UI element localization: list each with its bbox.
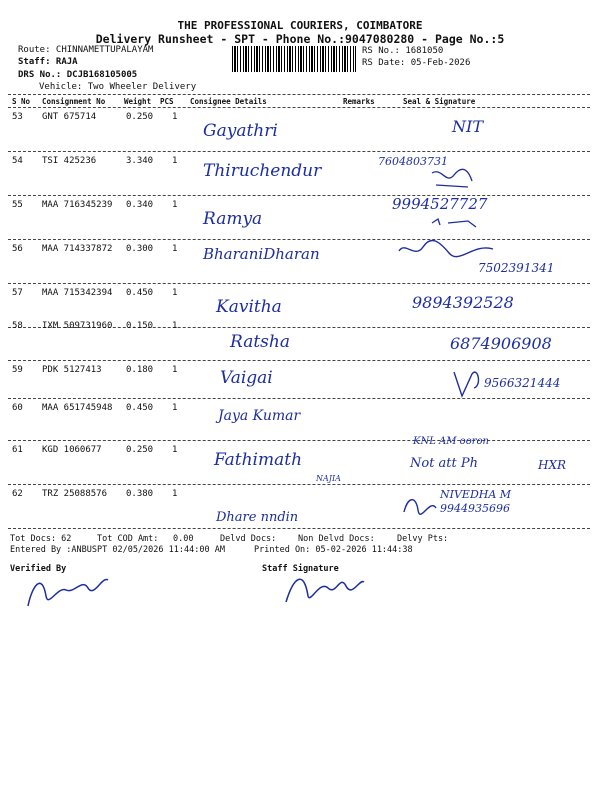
row-pcs: 1	[172, 156, 178, 166]
row-consignment: PDK 5127413	[42, 365, 102, 375]
verified-by-label: Verified By	[10, 564, 67, 574]
signature-scribble	[428, 165, 478, 191]
row-sno: 57	[12, 288, 23, 298]
staff-signature-label: Staff Signature	[262, 564, 339, 574]
total-cod-label: Tot COD Amt:	[97, 534, 159, 544]
table-row	[8, 316, 590, 360]
table-row	[8, 107, 590, 151]
row-consignment: IXM 509731960	[42, 321, 113, 331]
col-sno: S No	[12, 97, 31, 106]
signature-note: 7604803731	[378, 155, 448, 168]
signature-scribble	[428, 215, 498, 233]
consignee-handwriting: Thiruchendur	[203, 161, 322, 181]
col-signature: Seal & Signature	[403, 97, 476, 106]
consignee-handwriting: Ramya	[203, 209, 263, 229]
row-weight: 0.380	[126, 489, 154, 499]
vehicle-label: Vehicle: Two Wheeler Delivery	[39, 82, 197, 92]
knl-note: KNL AM ooron	[413, 436, 489, 447]
row-pcs: 1	[172, 321, 178, 331]
row-sno: 59	[12, 365, 23, 375]
row-weight: 3.340	[126, 156, 154, 166]
table-row	[8, 484, 590, 528]
row-weight: 0.180	[126, 365, 154, 375]
row-consignment: TRZ 25088576	[42, 489, 108, 499]
signature-note: 9894392528	[412, 293, 514, 312]
row-weight: 0.450	[126, 288, 154, 298]
row-sno: 60	[12, 403, 23, 413]
consignee-handwriting: BharaniDharan	[203, 245, 320, 263]
row-pcs: 1	[172, 244, 178, 254]
col-remarks: Remarks	[343, 97, 375, 106]
consignee-handwriting: Gayathri	[203, 121, 278, 141]
row-sno: 56	[12, 244, 23, 254]
consignee-handwriting: Dhare nndin	[216, 510, 299, 525]
signature-note: NIVEDHA M 9944935696	[440, 488, 512, 515]
delivered-docs: Delvd Docs:	[220, 534, 277, 544]
row-consignment: MAA 716345239	[42, 200, 113, 210]
barcode	[232, 46, 356, 72]
row-weight: 0.300	[126, 244, 154, 254]
row-pcs: 1	[172, 365, 178, 375]
row-consignment: MAA 715342394	[42, 288, 113, 298]
signature-note: 9566321444	[484, 376, 561, 390]
entered-by: Entered By :ANBUSPT 02/05/2026 11:44:00 AM	[10, 545, 225, 555]
row-sno: 61	[12, 445, 23, 455]
row-consignment: TSI 425236	[42, 156, 97, 166]
row-sno: 62	[12, 489, 23, 499]
table-row	[8, 398, 590, 442]
company-name: THE PROFESSIONAL COURIERS, COIMBATORE	[177, 19, 423, 32]
verified-by-signature	[22, 566, 112, 612]
drs-number: DRS No.: DCJB168105005	[18, 70, 138, 80]
runsheet-title: Delivery Runsheet - SPT - Phone No.:9047080280 - Page No.:5	[95, 32, 505, 46]
signature-scribble	[448, 366, 488, 400]
consignee-handwriting: Ratsha	[230, 332, 290, 352]
consignee-handwriting: Kavitha	[216, 297, 282, 317]
signature-note: Not att Ph	[410, 456, 479, 471]
col-consignment: Consignment No	[42, 97, 106, 106]
printed-on: Printed On: 05-02-2026 11:44:38	[254, 545, 413, 555]
row-weight: 0.250	[126, 112, 154, 122]
signature-scribble	[400, 492, 440, 522]
table-row	[8, 195, 590, 239]
row-weight: 0.150	[126, 321, 154, 331]
row-sno: 58	[12, 321, 23, 331]
row-consignment: MAA 714337872	[42, 244, 113, 254]
consignee-handwriting: Jaya Kumar	[218, 408, 301, 424]
route-label: Route: CHINNAMETTUPALAYAM	[18, 45, 154, 55]
staff-signature-scribble	[280, 566, 370, 608]
row-pcs: 1	[172, 445, 178, 455]
rs-date: RS Date: 05-Feb-2026	[362, 58, 471, 68]
signature-note: 6874906908	[450, 334, 552, 353]
najia-note: NAJIA	[316, 474, 341, 483]
row-divider	[8, 528, 590, 529]
row-pcs: 1	[172, 403, 178, 413]
col-consignee: Consignee Details	[190, 97, 267, 106]
row-pcs: 1	[172, 112, 178, 122]
total-cod-value: 0.00	[173, 534, 194, 544]
delivery-points: Delvy Pts:	[397, 534, 449, 544]
consignee-handwriting: Fathimath	[214, 450, 303, 470]
row-pcs: 1	[172, 200, 178, 210]
col-weight: Weight	[124, 97, 152, 106]
row-weight: 0.450	[126, 403, 154, 413]
consignee-handwriting: Vaigai	[220, 368, 273, 388]
signature-note: 7502391341	[478, 261, 555, 275]
table-row	[8, 151, 590, 195]
table-header	[8, 95, 590, 107]
row-consignment: GNT 675714	[42, 112, 97, 122]
signature-note: NIT	[452, 117, 483, 136]
row-pcs: 1	[172, 489, 178, 499]
row-weight: 0.340	[126, 200, 154, 210]
staff-label: Staff: RAJA	[18, 57, 78, 67]
total-docs: Tot Docs: 62	[10, 534, 72, 544]
signature-scribble	[393, 239, 513, 261]
row-sno: 55	[12, 200, 23, 210]
row-consignment: KGD 1060677	[42, 445, 102, 455]
row-pcs: 1	[172, 288, 178, 298]
table-row	[8, 436, 590, 484]
signature-note: 9994527727	[392, 195, 488, 213]
non-delivered-docs: Non Delvd Docs:	[298, 534, 375, 544]
row-sno: 54	[12, 156, 23, 166]
rs-number: RS No.: 1681050	[362, 46, 444, 56]
row-consignment: MAA 651745948	[42, 403, 113, 413]
table-row	[8, 239, 590, 283]
col-pcs: PCS	[160, 97, 174, 106]
hxr-note: HXR	[538, 458, 567, 472]
row-weight: 0.250	[126, 445, 154, 455]
row-sno: 53	[12, 112, 23, 122]
